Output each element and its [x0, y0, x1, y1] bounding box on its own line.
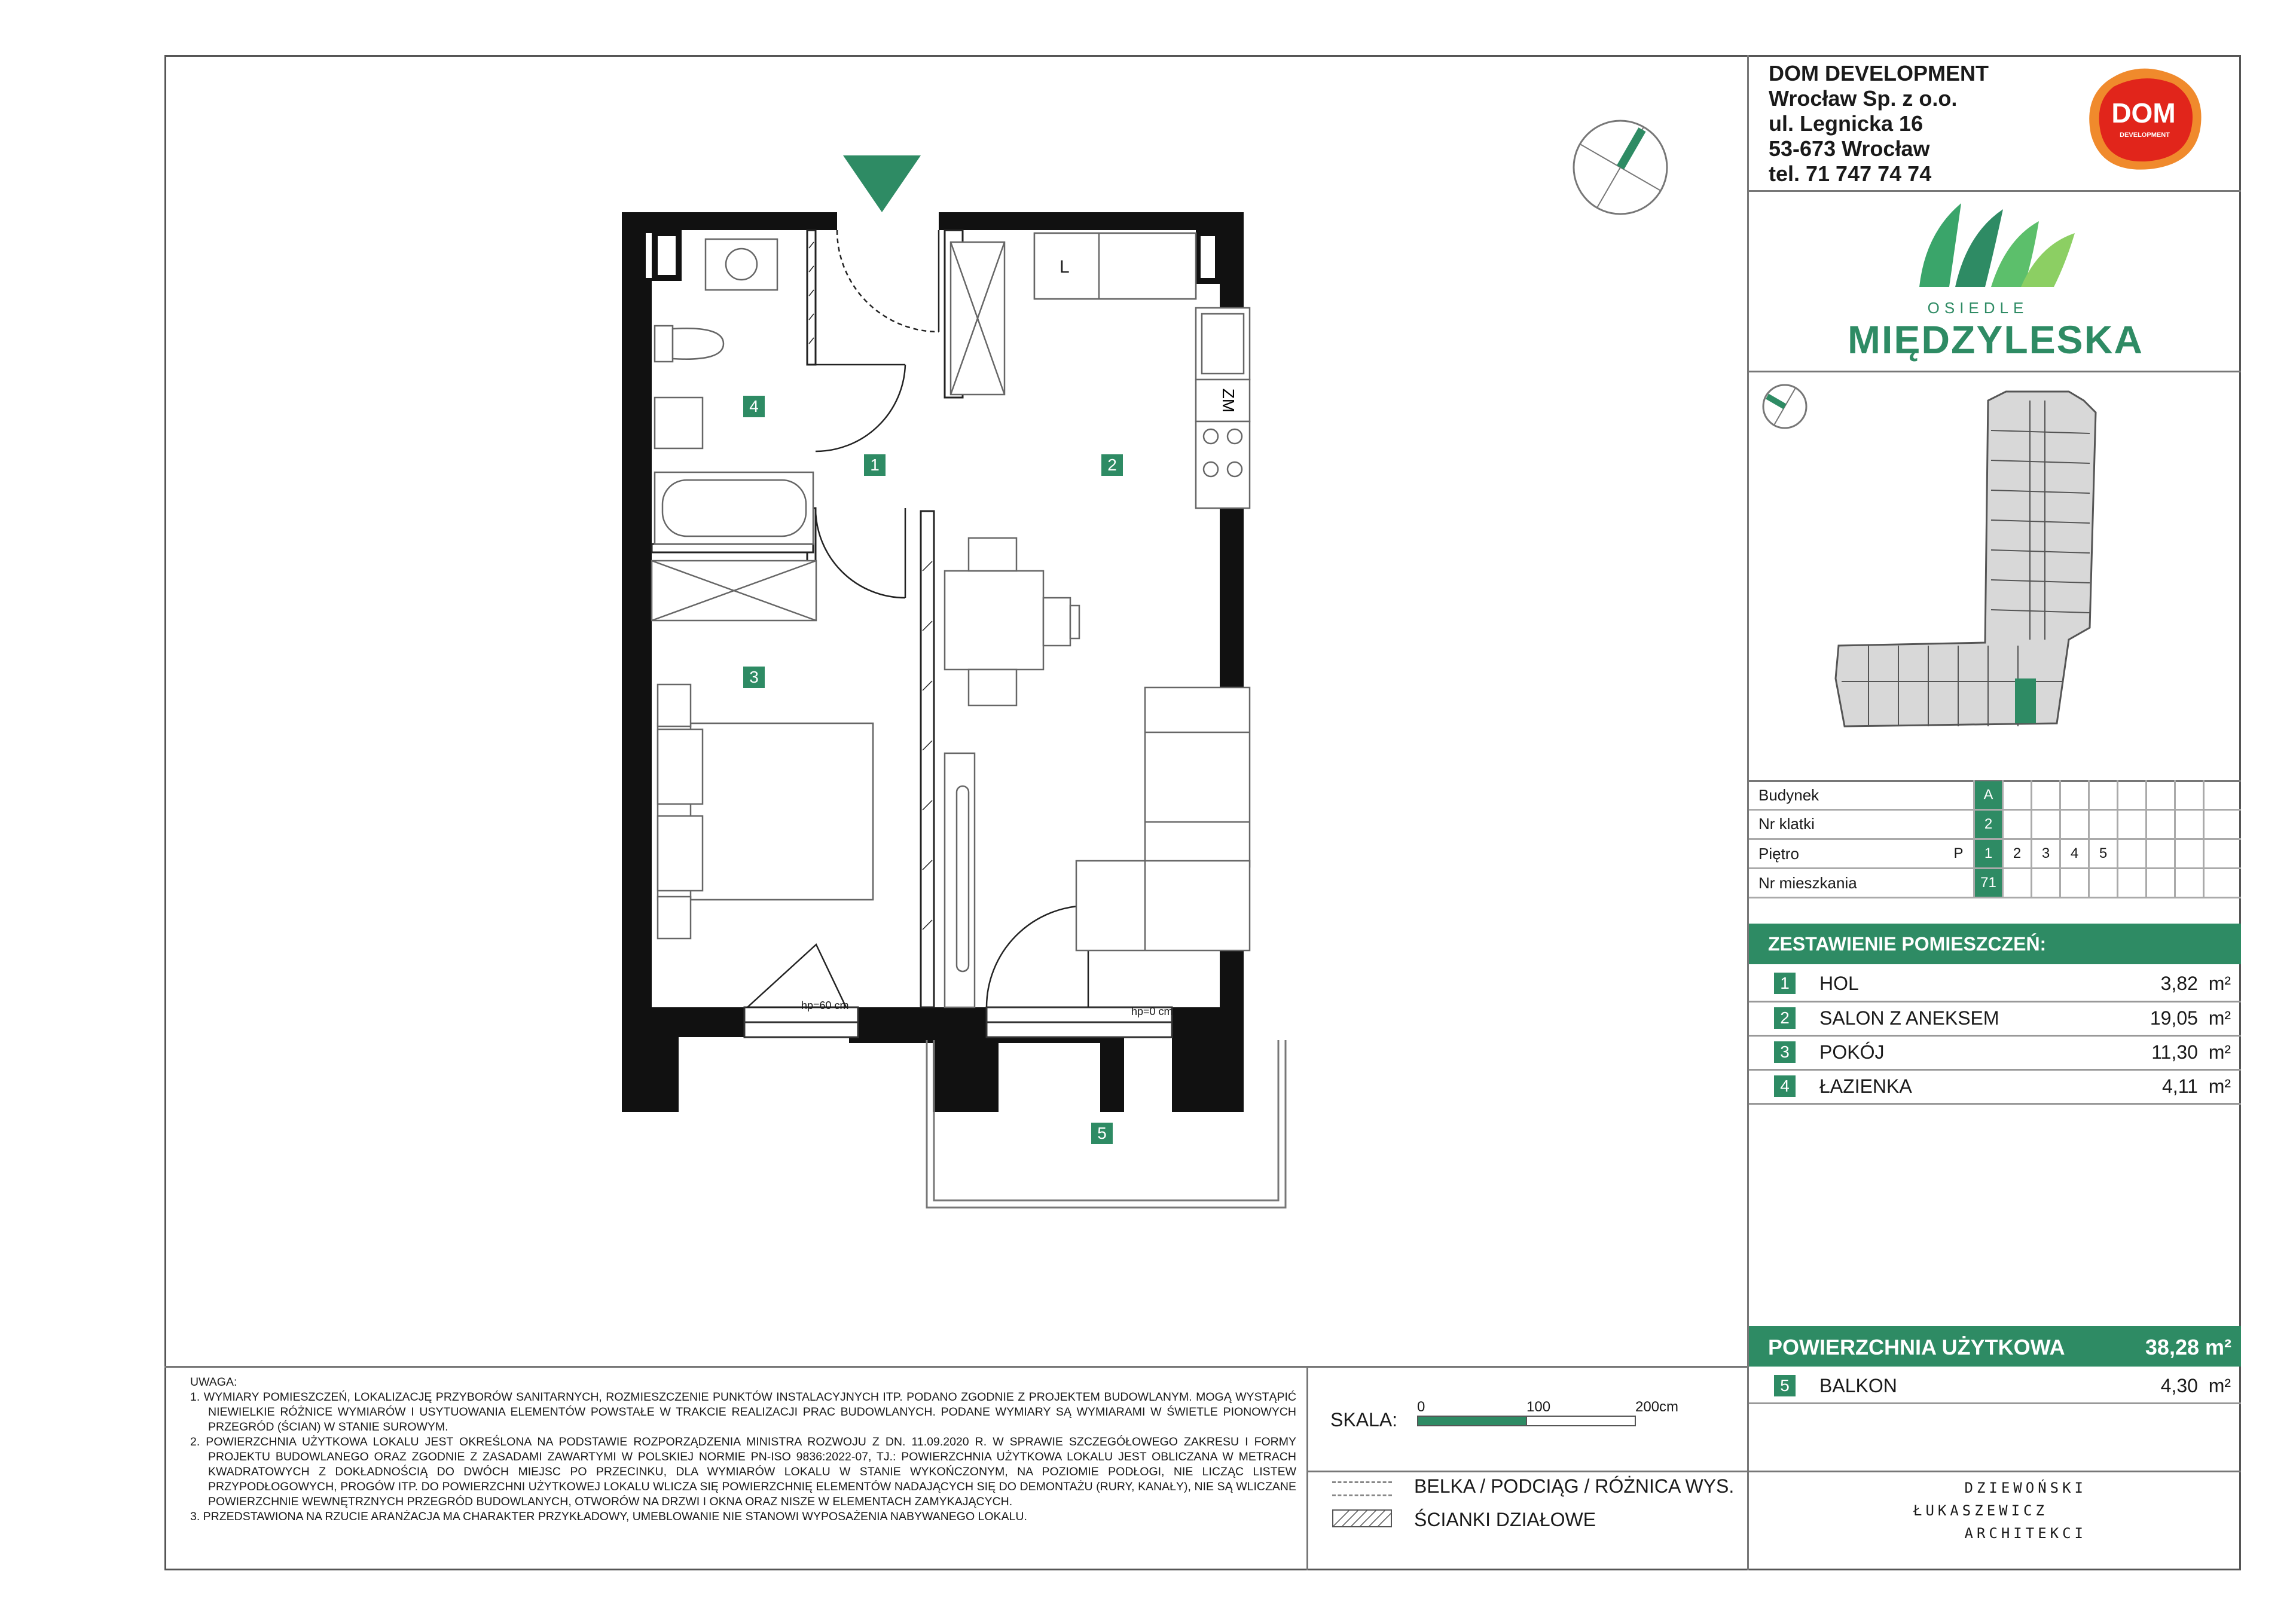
floor-cell-selected: 1 — [1975, 840, 2002, 867]
room-area: 19,05 m² — [2150, 1007, 2231, 1029]
toilet — [655, 326, 673, 362]
label-floor: Piętro — [1758, 845, 1799, 863]
room-name: ŁAZIENKA — [1819, 1075, 1912, 1097]
note-item: 2. POWIERZCHNIA UŻYTKOWA LOKALU JEST OKREŚLONA NA PODSTAWIE ROZPORZĄDZENIA MINISTRA ROZWOJU Z DN. 11.09.2020 R. W SPRAWIE SZCZEGÓŁOWEGO ZAKRESU I FORMY PROJEKTU BUDOWLANEGO ORAZ ZGODNIE Z ZASADAMI ZAWARTYMI W POLSKIEJ NORMIE PN-ISO 9836:2022-07, TJ.: POWIERZCHNIA UŻYTKOWA LOKALU JEST OBLICZANA W METRACH KWADRATOWYCH Z DOKŁADNOŚCIĄ DO DWÓCH MIEJSC PO PRZECINKU, DLA WYMIARÓW LOKALU W STANIE WYKOŃCZONYM, NA POZIOMIE PODŁOGI, NIE LICZĄC LISTEW PRZYPODŁOGOWYCH, PROGÓW ITP. DO POWIERZCHNI UŻYTKOWEJ LOKALU WLICZA SIĘ POWIERZCHNIĘ ELEMENTÓW NADAJĄCYCH SIĘ DO DEMONTAŻU (RURY, KANAŁY), NIE SĄ WLICZANE POWIERZCHNIE WEWNĘTRZNYCH PRZEGRÓD BUDOWLANYCH, OTWORÓW NA DRZWI I OKNA ORAZ NISZE W ELEMENTACH ZAMYKAJĄCYCH. — [190, 1435, 1296, 1508]
room-area: 4,11 m² — [2162, 1075, 2231, 1097]
apartment-cell: 71 — [1975, 869, 2002, 897]
architect-logo — [1913, 1480, 2087, 1554]
dom-development-logo — [2084, 63, 2209, 173]
room-row-salon — [1749, 1001, 2239, 1035]
note-item: 1. WYMIARY POMIESZCZEŃ, LOKALIZACJĘ PRZYBORÓW SANITARNYCH, ROZMIESZCZENIE PUNKTÓW INSTALACYJNYCH ITP. PODANO ZGODNIE Z PROJEKTEM BUDOWLANYM. MOGĄ WYSTĄPIĆ NIEWIELKIE RÓŻNICE WYMIARÓW I USYTUOWANIA ELEMENTÓW POWSTAŁE W TRAKCIE REALIZACJI PRAC BUDOWLANYCH. PODANE WYMIARY SĄ WYMIARAMI W ŚWIETLE PIONOWYCH PRZEGRÓD (ŚCIAN) W STANIE SUROWYM. — [190, 1390, 1296, 1434]
room-name: HOL — [1819, 973, 1859, 994]
scale-bar — [1417, 1416, 1527, 1426]
company-line: Wrocław Sp. z o.o. — [1769, 86, 1958, 111]
rooms-heading-text: ZESTAWIENIE POMIESZCZEŃ: — [1768, 933, 2047, 955]
room-row-balkon — [1749, 1369, 2239, 1402]
fridge-label: L — [1060, 257, 1070, 277]
row-line — [1749, 897, 2241, 898]
row-line — [1749, 1402, 2241, 1404]
project-prefix: OSIEDLE — [1927, 299, 2029, 317]
sidebar-sep — [1749, 371, 2241, 372]
room-number: 1 — [1774, 973, 1796, 994]
room-number: 4 — [1774, 1075, 1796, 1097]
col-line — [2059, 780, 2061, 897]
floor-cell: P — [1953, 845, 1964, 861]
architect-line1: DZIEWOŃSKI — [1964, 1480, 2087, 1496]
col-line — [2117, 780, 2118, 897]
site-plan — [1758, 377, 2236, 777]
beam-legend-label: BELKA / PODCIĄG / RÓŻNICA WYS. — [1414, 1475, 1735, 1497]
sidebar-sep — [1749, 1471, 2241, 1472]
scale-legend-divider — [1306, 1471, 1749, 1472]
floor-cell: 3 — [2041, 845, 2050, 861]
col-line — [2203, 780, 2205, 897]
room-area: 3,82 m² — [2160, 973, 2231, 994]
scale-label: SKALA: — [1330, 1409, 1398, 1431]
company-line: ul. Legnicka 16 — [1769, 111, 1923, 136]
room-number: 2 — [1774, 1007, 1796, 1029]
partition-legend-label: ŚCIANKI DZIAŁOWE — [1414, 1509, 1596, 1530]
plan-sofa — [1070, 681, 1262, 968]
room-number: 3 — [1774, 1041, 1796, 1063]
room-marker-5: 5 — [1091, 1123, 1113, 1144]
rooms-heading — [1749, 924, 2241, 964]
col-line — [2145, 780, 2147, 897]
total-area-bar — [1749, 1326, 2241, 1367]
project-name: MIĘDZYLESKA — [1848, 317, 2144, 362]
scale-tick-0: 0 — [1417, 1399, 1425, 1415]
room-row-lazienka — [1749, 1069, 2239, 1103]
scale-tick-200: 200cm — [1635, 1399, 1679, 1415]
floor-cell: 5 — [2099, 845, 2108, 861]
washbasin — [655, 398, 703, 448]
row-line — [1749, 1103, 2241, 1105]
room-name: SALON Z ANEKSEM — [1819, 1007, 1999, 1029]
col-line — [2031, 780, 2032, 897]
room-name: POKÓJ — [1819, 1041, 1885, 1063]
osiedle-logo-mark — [1913, 197, 2081, 287]
room-row-pokoj — [1749, 1035, 2239, 1069]
total-value: 38,28 m² — [2145, 1335, 2231, 1359]
oven-label: ZM — [1219, 388, 1238, 413]
hp-window-label: hp=60 cm — [801, 1000, 849, 1011]
company-line: DOM DEVELOPMENT — [1769, 61, 1989, 85]
room-area: 4,30 m² — [2160, 1375, 2231, 1396]
building-cell: A — [1975, 781, 2002, 809]
company-line: tel. 71 747 74 74 — [1769, 161, 1932, 186]
beam-legend-icon-lower — [1332, 1494, 1392, 1496]
col-line — [2174, 780, 2176, 897]
floor-cell: 4 — [2070, 845, 2079, 861]
company-line: 53-673 Wrocław — [1769, 136, 1930, 161]
room-marker-4: 4 — [743, 396, 765, 417]
architect-line2: ŁUKASZEWICZ — [1913, 1502, 2048, 1519]
partition-legend-icon — [1332, 1509, 1392, 1527]
logo-sub-text: DEVELOPMENT — [2120, 132, 2170, 139]
notes-divider — [164, 1366, 1749, 1368]
kitchen-counter-top — [1034, 233, 1196, 299]
room-name: BALKON — [1819, 1375, 1897, 1396]
scale-bar-empty — [1526, 1416, 1636, 1426]
company-address — [1769, 61, 1989, 187]
compass-icon — [1570, 117, 1671, 218]
notes-scale-divider — [1306, 1366, 1308, 1570]
label-staircase: Nr klatki — [1758, 815, 1815, 833]
total-label: POWIERZCHNIA UŻYTKOWA — [1768, 1335, 2065, 1359]
location-table — [1749, 780, 2241, 903]
col-line — [2088, 780, 2090, 897]
staircase-cell: 2 — [1975, 811, 2002, 838]
sidebar-sep — [1749, 190, 2241, 192]
hp-door-label: hp=0 cm — [1131, 1005, 1173, 1017]
notes — [190, 1375, 1296, 1524]
notes-title: UWAGA: — [190, 1376, 237, 1389]
dining-table — [945, 571, 1043, 670]
col-line — [2002, 780, 2004, 897]
compass-small-icon — [1763, 385, 1806, 428]
room-marker-1: 1 — [864, 454, 886, 476]
scale-tick-100: 100 — [1526, 1399, 1551, 1415]
room-area: 11,30 m² — [2151, 1041, 2231, 1063]
beam-legend-icon — [1332, 1481, 1392, 1483]
room-row-hol — [1749, 967, 2239, 1000]
note-item: 3. PRZEDSTAWIONA NA RZUCIE ARANŻACJA MA CHARAKTER PRZYKŁADOWY, UMEBLOWANIE NIE STANOWI WYPOSAŻENIA NABYWANEGO LOKALU. — [190, 1510, 1027, 1523]
label-apartment: Nr mieszkania — [1758, 874, 1857, 892]
room-number: 5 — [1774, 1375, 1796, 1396]
room-marker-2: 2 — [1101, 454, 1123, 476]
architect-line3: ARCHITEKCI — [1964, 1525, 2087, 1542]
floor-cell: 2 — [2013, 845, 2022, 861]
room-marker-3: 3 — [743, 667, 765, 688]
sofa — [1145, 687, 1250, 867]
logo-main-text: DOM — [2111, 97, 2176, 129]
label-building: Budynek — [1758, 786, 1819, 804]
